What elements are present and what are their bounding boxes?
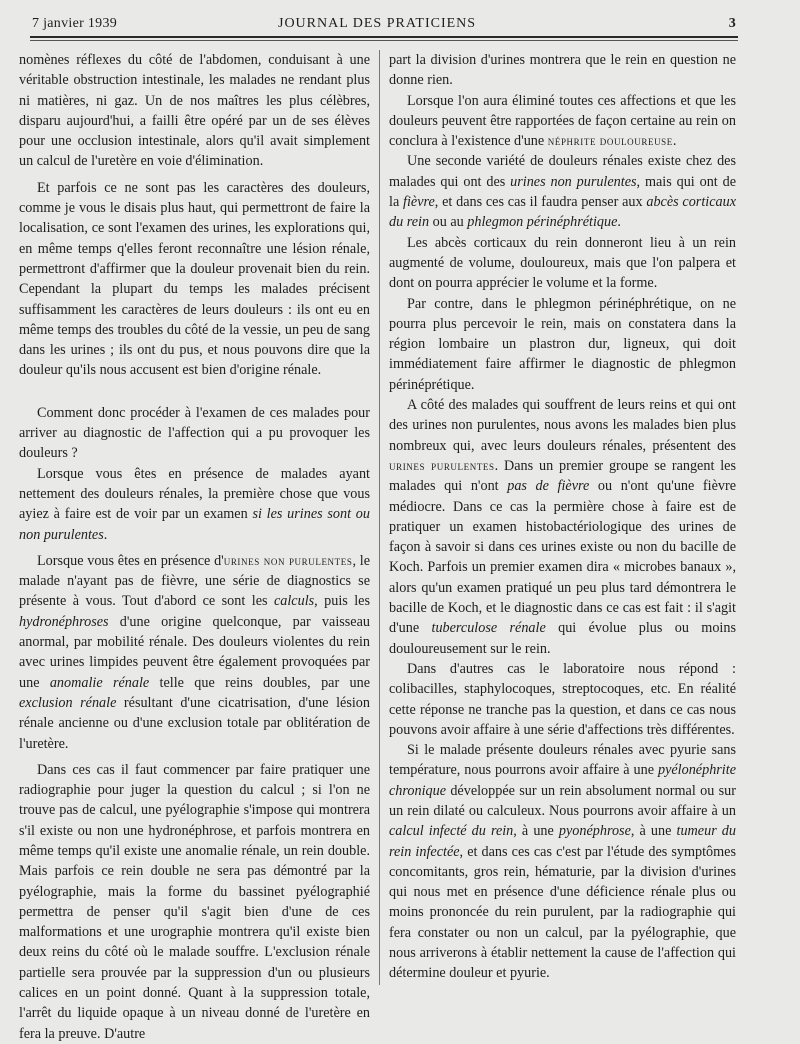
text-run: Lorsque l'on aura éliminé toutes ces affections et que les douleurs peuvent être rapportées de façon certaine au rein on conclura à l'existence d'une [389, 92, 736, 150]
text-run: ou au [429, 214, 468, 231]
text-run: . [672, 133, 677, 150]
header-rule [30, 36, 738, 38]
text-run: Lorsque vous êtes en présence d' [37, 552, 224, 569]
italic-run: calcul infecté du rein [389, 823, 514, 840]
paragraph [389, 91, 736, 152]
paragraph: Les abcès corticaux du rein donneront lieu à un rein augmenté de volume, douloureux, mais que l'on palpera et dont on pourra apprécier le volume et la forme. [389, 234, 736, 292]
page-number: 3 [728, 16, 736, 31]
smallcaps-run: néphrite douloureuse [547, 134, 673, 149]
italic-run: tumeur du rein infectée [389, 823, 736, 860]
header-rule-thin [30, 40, 738, 41]
smallcaps-run: urines purulentes [389, 458, 495, 473]
text-run: , puis les [314, 593, 370, 610]
italic-run: abcès corticaux du rein [389, 194, 736, 231]
paragraph [389, 395, 736, 659]
text-run: . [103, 526, 108, 543]
smallcaps-run: urines non purulentes [223, 553, 353, 568]
italic-run: pyonéphrose [558, 823, 631, 840]
paragraph: Comment donc procéder à l'examen de ces malades pour arriver au diagnostic de l'affection qui a pu provoquer les douleurs ? [19, 404, 370, 462]
text-run: , mais qui ont de la [389, 173, 736, 211]
paragraph: Dans d'autres cas le laboratoire nous répond : colibacilles, staphylocoques, streptocoques, etc. En réalité cette réponse ne tranche pas la question, et dans ce cas nous pouvons avoir affaire à une série d'affections très différentes. [389, 660, 736, 738]
text-run: , à une [630, 823, 677, 840]
paragraph: Dans ces cas il faut commencer par faire pratiquer une radiographie pour juger la question du calcul ; si l'on ne trouve pas de calcul, une pyélographie s'impose qui montrera s'il existe ou non une hydronéphrose, et parfois montrera en même temps qu'il existe une anomalie rénale, un rein double. Mais parfois ce rein double ne sera pas démontré par la pyélographie, mais la forme du bassinet pyélographié permettra de penser qu'il s'agit bien d'une de ces malformations et une urographie montrera qu'il existe bien deux reins du côté où le malade souffre. L'exclusion rénale partielle sera prouvée par la suppression d'un ou plusieurs calices en un point donné. Quant à la suppression totale, l'arrêt du liquide opaque à un niveau donné de l'uretère en fera la preuve. D'autre [19, 761, 370, 1042]
text-run: développée sur un rein absolument normal ou sur un rein dilaté ou calculeux. Nous pourrons avoir affaire à un [389, 782, 736, 819]
issue-date: 7 janvier 1939 [32, 16, 118, 31]
italic-run: si les urines sont ou non purulentes [19, 506, 370, 543]
column-divider [379, 50, 380, 985]
text-run: , le malade n'ayant pas de fièvre, une série de diagnostics se présente à vous. Tout d'abord ce sont les [19, 552, 370, 610]
text-run: Une seconde variété de douleurs rénales existe chez des malades qui ont des [389, 153, 736, 190]
paragraph: Par contre, dans le phlegmon périnéphrétique, on ne pourra plus percevoir le rein, mais on constatera dans la région lombaire un plastron dur, ligneux, qui doit immédiatement faire affirmer le diagnostic de phlegmon périnéprétique. [389, 295, 736, 393]
italic-run: exclusion rénale [19, 694, 117, 711]
text-run: A côté des malades qui souffrent de leurs reins et qui ont des urines non purulentes, nous avons les malades bien plus nombreux qui, avec leurs douleurs rénales, présentent des [389, 397, 736, 454]
italic-run: hydronéphroses [19, 613, 109, 630]
text-run: , et dans ces cas il faudra penser aux [434, 194, 647, 211]
right-column [389, 50, 736, 984]
italic-run: urines non purulentes [510, 173, 637, 190]
text-run: ou n'ont qu'une fièvre médiocre. Dans ce cas la permière chose à faire est de pratiquer un examen histobactériologique des urines de façon à savoir si dans ces urines existe ou non du bacille de Koch. Parfois un premier examen dira « microbes banaux », alors qu'un examen pratiqué un peu plus tard démontrera le bacille de Koch, et le diagnostic dans ce cas est fait : il s'agit d'une [389, 478, 736, 637]
text-run: résultant d'une cicatrisation, d'une lésion rénale ancienne ou d'une exclusion totale par oblitération de l'uretère. [19, 694, 370, 752]
italic-run: pyélonéphrite chronique [389, 762, 736, 799]
paragraph: part la division d'urines montrera que le rein en question ne donne rien. [389, 52, 736, 89]
text-run: , à une [513, 823, 559, 840]
left-column [19, 50, 370, 1044]
italic-run: tuberculose rénale [431, 620, 546, 637]
text-run: , et dans ces cas c'est par l'étude des symptômes concomitants, gros rein, hématurie, par la division d'urines qui nous met en présence d'une déficience rénale plus ou moins prononcée du rein purulent, par la radiographie qui fera constater ou non un calcul, par la pyélographie, que nous arriverons à établir nettement la cause de l'affection qui détermine douleur et pyurie. [389, 843, 736, 982]
italic-run: calculs [273, 593, 315, 610]
italic-run: phlegmon périnéphrétique [467, 214, 618, 231]
paragraph [389, 740, 736, 984]
paragraph [19, 551, 370, 754]
text-run: . Dans un premier groupe se rangent les malades qui n'ont [389, 457, 736, 495]
text-run: qui évolue plus ou moins douloureusement sur le rein. [389, 620, 736, 657]
text-run: d'une origine quelconque, par vaisseau anormal, par mobilité rénale. Des douleurs violentes du rein avec urines limpides peuvent être également provoquées par une [19, 613, 370, 691]
text-run: . [617, 214, 621, 231]
text-run: Si le malade présente douleurs rénales avec pyurie sans température, nous pourrons avoir affaire à une [389, 742, 736, 779]
paragraph: Et parfois ce ne sont pas les caractères des douleurs, comme je vous le disais plus haut, qui permettront de faire la localisation, ce sont l'examen des urines, les explorations qui, en même temps q'elles feront reconnaître une lésion rénale, permettront d'affirmer que la douleur provenait bien du rein. Cependant la plupart du temps les malades précisent suffisamment les caractères de leurs douleurs : ils ont eu en même temps des troubles du côté de la vessie, un peu de sang dans les urines ; ils ont du pus, et nous pouvons dire que la douleur qu'ils nous accusent est bien d'origine rénale. [19, 179, 370, 379]
italic-run: pas de fièvre [507, 478, 590, 495]
paragraph [19, 464, 370, 545]
page-header [32, 14, 736, 36]
text-run: telle que reins doubles, par une [149, 674, 370, 691]
italic-run: fièvre [403, 194, 435, 211]
journal-title: JOURNAL DES PRATICIENS [278, 16, 477, 31]
paragraph [389, 151, 736, 232]
paragraph: nomènes réflexes du côté de l'abdomen, conduisant à une véritable obstruction intestinale, les malades ne rendant plus ni matières, ni gaz. Un de nos maîtres les plus célèbres, disparu aujourd'hui, a failli être opéré par un de ses élèves pour une occlusion intestinale, alors qu'il avait simplement un calcul de l'uretère en voie d'élimination. [19, 52, 370, 170]
text-run: Lorsque vous êtes en présence de malades ayant nettement des douleurs rénales, la première chose que vous ayiez à faire est de voir par un examen [19, 465, 370, 523]
italic-run: anomalie rénale [49, 674, 150, 691]
